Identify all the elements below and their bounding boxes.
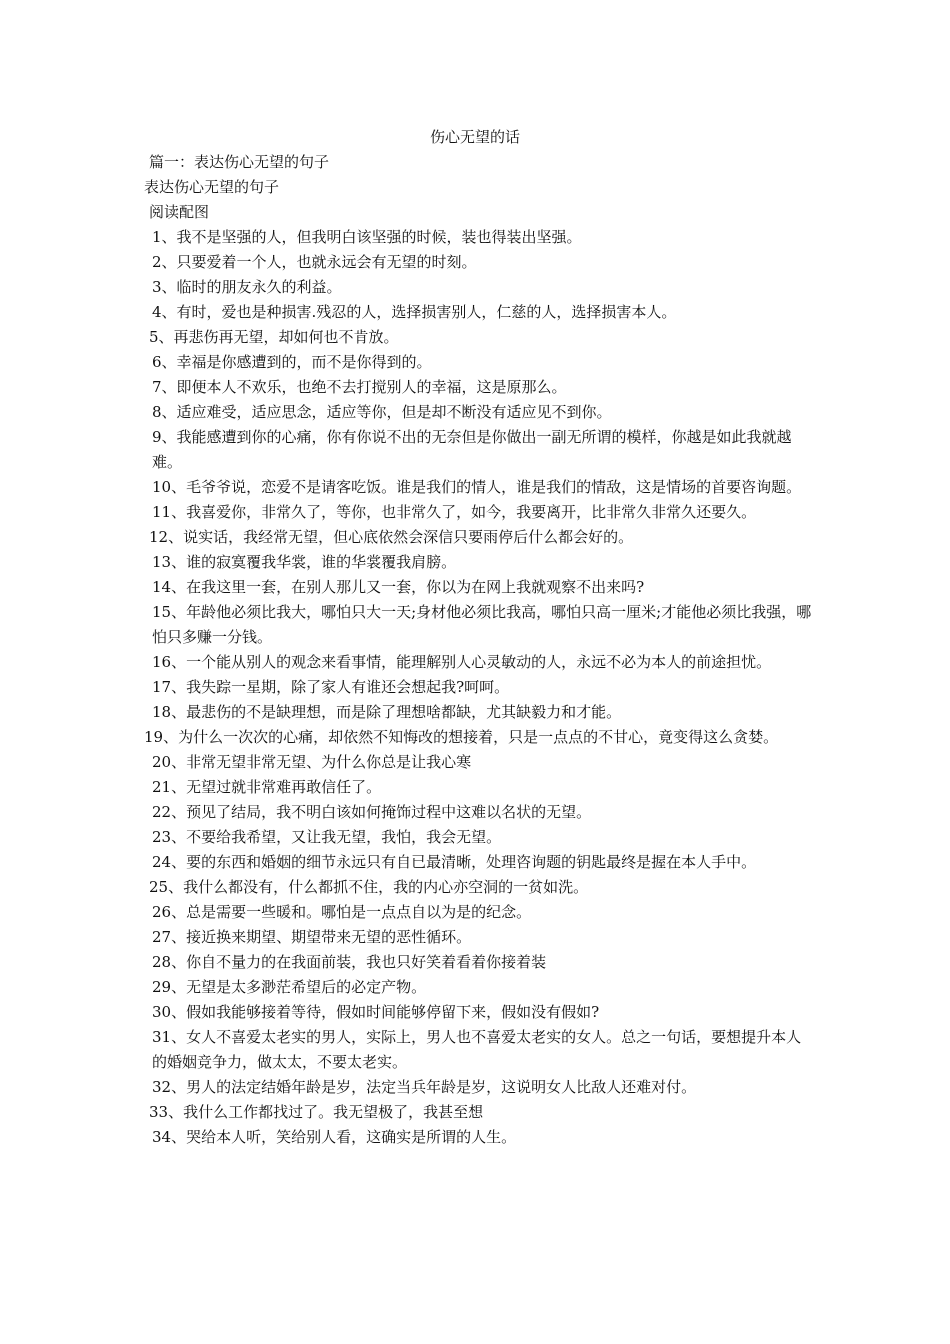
paragraph-line: 16、一个能从别人的观念来看事情，能理解别人心灵敏动的人，永远不必为本人的前途担忧。 [152,653,772,671]
document-body [144,150,814,1150]
paragraph-line: 25、我什么都没有，什么都抓不住，我的内心亦空洞的一贫如洗。 [149,878,589,896]
paragraph-line: 26、总是需要一些暖和。哪怕是一点点自以为是的纪念。 [152,903,532,921]
paragraph-line: 11、我喜爱你，非常久了，等你，也非常久了，如今，我要离开，比非常久非常久还要久。 [152,503,757,521]
document-title: 伤心无望的话 [429,128,520,146]
paragraph-line: 14、在我这里一套，在别人那儿又一套，你以为在网上我就观察不出来吗? [152,578,645,596]
paragraph-line: 18、最悲伤的不是缺理想，而是除了理想啥都缺，尤其缺毅力和才能。 [152,703,622,721]
paragraph-line: 21、无望过就非常难再敢信任了。 [152,778,382,796]
paragraph-line: 12、说实话，我经常无望，但心底依然会深信只要雨停后什么都会好的。 [149,528,634,546]
paragraph-line: 20、非常无望非常无望、为什么你总是让我心寒 [152,753,472,771]
paragraph-line: 28、你自不量力的在我面前装，我也只好笑着看着你接着装 [152,953,547,971]
paragraph-line: 10、毛爷爷说，恋爱不是请客吃饭。谁是我们的情人，谁是我们的情敌，这是情场的首要咨询题。 [152,478,802,496]
paragraph-line: 阅读配图 [149,203,210,221]
paragraph-line: 15、年龄他必须比我大，哪怕只大一天;身材他必须比我高，哪怕只高一厘米;才能他必须比我强，哪怕只多赚一分钱。 [152,603,812,646]
paragraph-line: 9、我能感遭到你的心痛，你有你说不出的无奈但是你做出一副无所谓的模样，你越是如此我就越难。 [152,428,792,471]
paragraph-line: 19、为什么一次次的心痛，却依然不知悔改的想接着，只是一点点的不甘心，竟变得这么贪婪。 [144,728,779,746]
paragraph-line: 5、再悲伤再无望，却如何也不肯放。 [149,328,399,346]
paragraph-line: 4、有时，爱也是种损害.残忍的人，选择损害别人，仁慈的人，选择损害本人。 [152,303,677,321]
paragraph-line: 2、只要爱着一个人，也就永远会有无望的时刻。 [152,253,477,271]
paragraph-line: 30、假如我能够接着等待，假如时间能够停留下来，假如没有假如? [152,1003,600,1021]
paragraph-line: 17、我失踪一星期，除了家人有谁还会想起我?呵呵。 [152,678,510,696]
paragraph-line: 27、接近换来期望、期望带来无望的恶性循环。 [152,928,472,946]
paragraph-line: 23、不要给我希望，又让我无望，我怕，我会无望。 [152,828,502,846]
paragraph-line: 32、男人的法定结婚年龄是岁，法定当兵年龄是岁，这说明女人比敌人还难对付。 [152,1078,697,1096]
paragraph-line: 22、预见了结局，我不明白该如何掩饰过程中这难以名状的无望。 [152,803,592,821]
paragraph-line: 7、即便本人不欢乐，也绝不去打搅别人的幸福，这是原那么。 [152,378,567,396]
paragraph-line: 34、哭给本人听，笑给别人看，这确实是所谓的人生。 [152,1128,517,1146]
paragraph-line: 篇一：表达伤心无望的句子 [149,153,330,171]
paragraph-line: 29、无望是太多渺茫希望后的必定产物。 [152,978,427,996]
paragraph-line: 33、我什么工作都找过了。我无望极了，我甚至想 [149,1103,484,1121]
paragraph-line: 3、临时的朋友永久的利益。 [152,278,342,296]
paragraph-line: 6、幸福是你感遭到的，而不是你得到的。 [152,353,432,371]
paragraph-line: 1、我不是坚强的人，但我明白该坚强的时候，装也得装出坚强。 [152,228,582,246]
paragraph-line: 8、适应难受，适应思念，适应等你，但是却不断没有适应见不到你。 [152,403,612,421]
paragraph-line: 表达伤心无望的句子 [144,178,280,196]
paragraph-line: 13、谁的寂寞覆我华裳，谁的华裳覆我肩膀。 [152,553,457,571]
paragraph-line: 31、女人不喜爱太老实的男人，实际上，男人也不喜爱太老实的女人。总之一句话，要想提升本人的婚姻竞争力，做太太，不要太老实。 [152,1028,802,1071]
paragraph-line: 24、要的东西和婚姻的细节永远只有自已最清晰，处理咨询题的钥匙最终是握在本人手中。 [152,853,757,871]
